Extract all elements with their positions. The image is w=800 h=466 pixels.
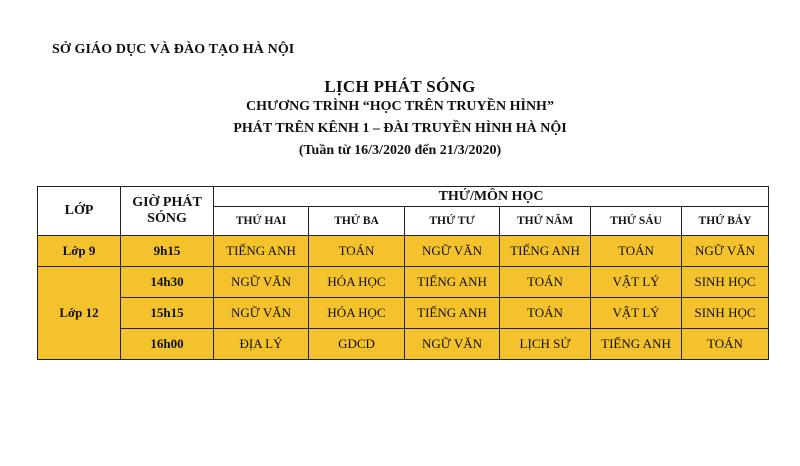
header-day: THỨ BẢY xyxy=(682,207,769,236)
subject-cell: NGỮ VĂN xyxy=(405,329,500,360)
time-cell: 16h00 xyxy=(121,329,214,360)
time-cell: 14h30 xyxy=(121,267,214,298)
week-range: (Tuần từ 16/3/2020 đến 21/3/2020) xyxy=(298,143,502,158)
subject-cell: NGỮ VĂN xyxy=(405,236,500,267)
class-cell: Lớp 12 xyxy=(38,267,121,360)
header-day: THỨ TƯ xyxy=(405,207,500,236)
subject-cell: TIẾNG ANH xyxy=(405,267,500,298)
subject-cell: HÓA HỌC xyxy=(309,298,405,329)
broadcast-schedule-table xyxy=(37,186,769,360)
subject-cell: NGỮ VĂN xyxy=(214,298,309,329)
header-day: THỨ HAI xyxy=(214,207,309,236)
channel-subtitle: PHÁT TRÊN KÊNH 1 – ĐÀI TRUYỀN HÌNH HÀ NỘI xyxy=(233,121,567,136)
subject-cell: TIẾNG ANH xyxy=(405,298,500,329)
subject-cell: TOÁN xyxy=(500,298,591,329)
subject-cell: GDCD xyxy=(309,329,405,360)
subject-cell: SINH HỌC xyxy=(682,267,769,298)
class-cell: Lớp 9 xyxy=(38,236,121,267)
subject-cell: NGỮ VĂN xyxy=(214,267,309,298)
subject-cell: TOÁN xyxy=(682,329,769,360)
table-row xyxy=(38,236,769,267)
header-day: THỨ BA xyxy=(309,207,405,236)
header-day-subject: THỨ/MÔN HỌC xyxy=(214,187,769,207)
subject-cell: TOÁN xyxy=(309,236,405,267)
subject-cell: VẬT LÝ xyxy=(591,298,682,329)
subject-cell: TIẾNG ANH xyxy=(500,236,591,267)
subject-cell: TOÁN xyxy=(500,267,591,298)
subject-cell: LỊCH SỬ xyxy=(500,329,591,360)
subject-cell: VẬT LÝ xyxy=(591,267,682,298)
time-cell: 15h15 xyxy=(121,298,214,329)
subject-cell: TIẾNG ANH xyxy=(591,329,682,360)
table-row xyxy=(38,298,769,329)
subject-cell: HÓA HỌC xyxy=(309,267,405,298)
program-subtitle: CHƯƠNG TRÌNH “HỌC TRÊN TRUYỀN HÌNH” xyxy=(246,99,554,114)
subject-cell: TIẾNG ANH xyxy=(214,236,309,267)
time-cell: 9h15 xyxy=(121,236,214,267)
header-day: THỨ NĂM xyxy=(500,207,591,236)
organization-name: SỞ GIÁO DỤC VÀ ĐÀO TẠO HÀ NỘI xyxy=(52,42,295,57)
subject-cell: ĐỊA LÝ xyxy=(214,329,309,360)
header-day: THỨ SÁU xyxy=(591,207,682,236)
table-row xyxy=(38,267,769,298)
document-title: LỊCH PHÁT SÓNG xyxy=(324,77,476,96)
table-row xyxy=(38,329,769,360)
subject-cell: TOÁN xyxy=(591,236,682,267)
header-class: LỚP xyxy=(38,187,121,236)
subject-cell: SINH HỌC xyxy=(682,298,769,329)
subject-cell: NGỮ VĂN xyxy=(682,236,769,267)
header-time: GIỜ PHÁT SÓNG xyxy=(121,187,214,236)
